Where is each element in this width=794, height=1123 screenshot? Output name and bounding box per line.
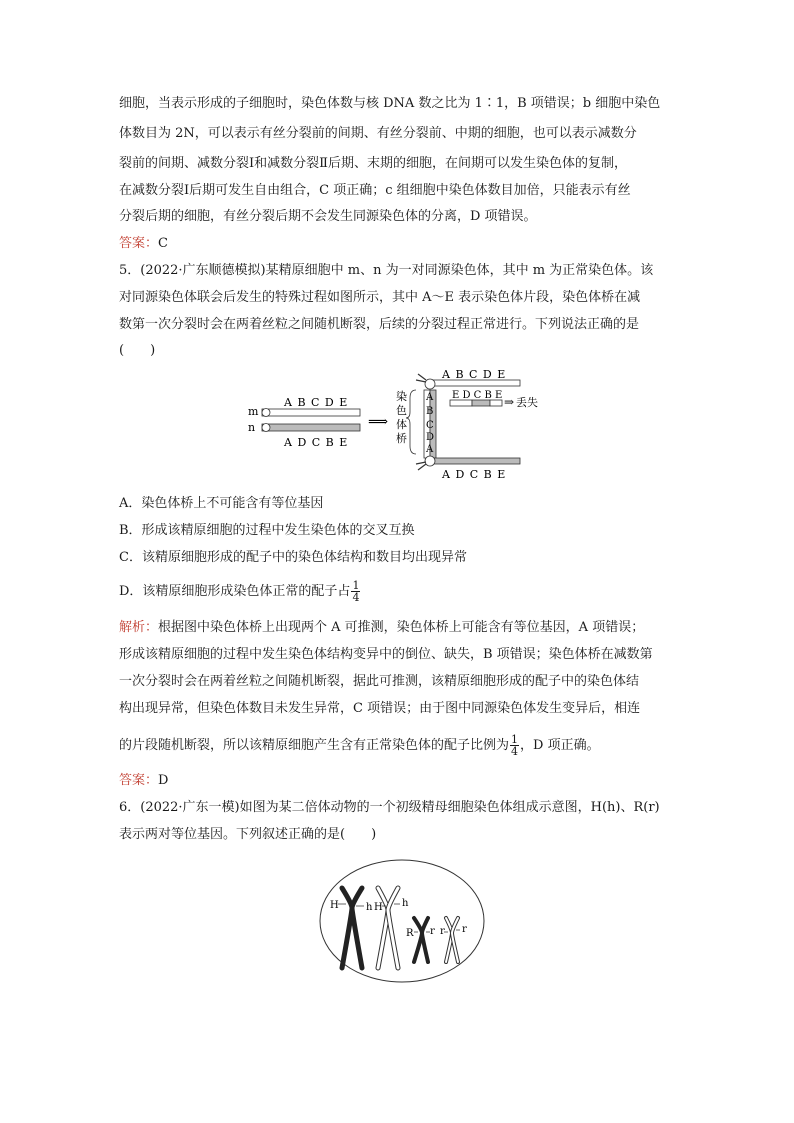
n-centromere <box>262 424 270 432</box>
gene-label: r <box>462 924 467 935</box>
explanation-text: 的片段随机断裂，所以该精原细胞产生含有正常染色体的配子比例为 <box>119 738 510 753</box>
top-arms <box>416 374 426 382</box>
explanation-line: 在减数分裂Ⅰ后期可发生自由组合，C 项正确；c 组细胞中染色体数目加倍，只能表示有丝 <box>119 183 631 198</box>
top-centromere <box>425 379 435 389</box>
m-chromosome <box>262 409 360 416</box>
question-5-stem: ( ) <box>119 343 156 358</box>
option-d <box>119 580 361 603</box>
gene-label: r <box>440 926 445 937</box>
gene-label: H <box>330 900 339 911</box>
gene-label: h <box>366 902 373 913</box>
explanation-line: 细胞，当表示形成的子细胞时，染色体数与核 DNA 数之比为 1∶1，B 项错误；b 细胞中染色 <box>119 96 661 111</box>
answer-4 <box>119 236 168 252</box>
chromosome-bridge-figure <box>240 368 540 484</box>
m-segments: A B C D E <box>284 396 349 409</box>
gene-label: R <box>406 928 414 939</box>
option-d-text: D．该精原细胞形成染色体正常的配子占 <box>119 584 351 599</box>
fraction-numerator: 1 <box>352 579 360 592</box>
m-label: m <box>248 405 259 418</box>
gene-label: r <box>430 926 435 937</box>
bridge-segment: A <box>426 392 434 403</box>
fraction-denominator: 4 <box>352 591 360 604</box>
n-label: n <box>248 421 256 434</box>
explanation-line: 分裂后期的细胞，有丝分裂后期不会发生同源染色体的分离，D 项错误。 <box>119 209 537 224</box>
explanation-5-line: 一次分裂时会在两着丝粒之间随机断裂，据此可推测，该精原细胞形成的配子中的染色体结 <box>119 674 640 689</box>
bridge-brace <box>406 390 416 454</box>
question-6-stem: 表示两对等位基因。下列叙述正确的是( ) <box>119 827 377 842</box>
explanation-5-line: 形成该精原细胞的过程中发生染色体结构变异中的倒位、缺失，B 项错误；染色体桥在减数第 <box>119 647 653 662</box>
transform-arrow: ⟹ <box>368 414 389 430</box>
lost-segments: E D C B E <box>452 390 503 401</box>
n-segments: A D C B E <box>284 436 349 449</box>
option-a: A．染色体桥上不可能含有等位基因 <box>119 496 324 511</box>
option-b: B．形成该精原细胞的过程中发生染色体的交叉互换 <box>119 523 415 538</box>
bridge-segment: D <box>426 432 435 443</box>
bottom-chromosome <box>432 458 520 464</box>
answer-label: 答案： <box>119 773 159 788</box>
explanation-fraction <box>510 734 519 757</box>
explanation-text: 根据图中染色体桥上出现两个 A 可推测，染色体桥上可能含有等位基因，A 项错误； <box>158 620 645 635</box>
bridge-label-char: 桥 <box>396 432 407 445</box>
option-c: C．该精原细胞形成的配子中的染色体结构和数目均出现异常 <box>119 550 467 565</box>
explanation-label: 解析： <box>119 620 159 635</box>
answer-label: 答案： <box>119 236 159 251</box>
explanation-text: ，D 项正确。 <box>520 738 600 753</box>
explanation-5-line: 构出现异常，但染色体数目未发生异常，C 项错误；由于图中同源染色体发生变异后，相连 <box>119 701 641 716</box>
bottom-centromere <box>425 456 435 466</box>
gene-label: H <box>374 902 383 913</box>
option-d-fraction <box>351 580 360 603</box>
question-5-stem: 5．(2022·广东顺德模拟)某精原细胞中 m、n 为一对同源染色体，其中 m 为正常染色体。该 <box>119 263 654 278</box>
top-segments: A B C D E <box>442 368 507 381</box>
lost-arrow: ⇒ <box>504 395 515 409</box>
m-centromere <box>262 409 270 417</box>
question-6-stem: 6．(2022·广东一模)如图为某二倍体动物的一个初级精母细胞染色体组成示意图，H(h)、R(r) <box>119 800 660 815</box>
bridge-label-char: 色 <box>396 404 407 417</box>
explanation-line: 裂前的间期、减数分裂Ⅰ和减数分裂Ⅱ后期、末期的细胞，在间期可以发生染色体的复制， <box>119 156 627 171</box>
answer-value: C <box>158 236 168 251</box>
spermatocyte-figure <box>318 858 486 984</box>
bridge-label-char: 体 <box>396 418 407 431</box>
n-chromosome <box>262 424 360 431</box>
bridge-label-char: 染 <box>396 390 407 403</box>
lost-label: 丢失 <box>516 396 538 409</box>
question-5-stem: 数第一次分裂时会在两着丝粒之间随机断裂，后续的分裂过程正常进行。下列说法正确的是 <box>119 317 640 332</box>
explanation-5-line <box>119 620 644 636</box>
explanation-5-line <box>119 734 600 757</box>
fraction-denominator: 4 <box>511 745 519 758</box>
fraction-numerator: 1 <box>511 733 519 746</box>
gene-label: h <box>402 898 409 909</box>
bottom-segments: A D C B E <box>442 468 507 481</box>
explanation-line: 体数目为 2N，可以表示有丝分裂前的间期、有丝分裂前、中期的细胞，也可以表示减数分 <box>119 126 637 141</box>
answer-5 <box>119 773 168 789</box>
bridge-segment: C <box>426 420 434 431</box>
bottom-arms <box>416 462 426 470</box>
answer-value: D <box>158 773 169 788</box>
bridge-segment: A <box>426 444 434 455</box>
bridge-segment: B <box>426 406 434 417</box>
question-5-stem: 对同源染色体联会后发生的特殊过程如图所示，其中 A～E 表示染色体片段，染色体桥在减 <box>119 290 641 305</box>
